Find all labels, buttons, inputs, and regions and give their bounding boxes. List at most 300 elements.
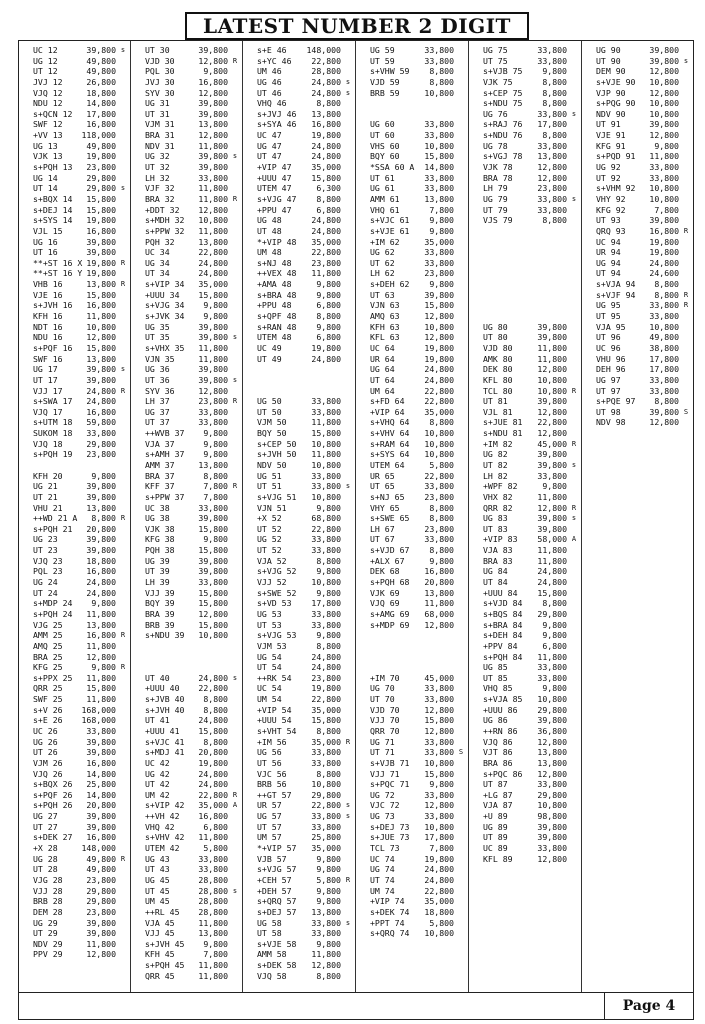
plate-number: VHU 21 [33,502,63,513]
list-item [243,492,355,503]
list-item [243,215,355,226]
price: 11,800 [311,417,341,428]
list-item [243,641,355,652]
plate-number: s+QRQ 74 [370,928,410,939]
price: 12,800 [537,736,567,747]
list-item [19,811,130,822]
price: 22,800 [311,247,341,258]
plate-number: s+VJG 47 [257,193,297,204]
list-item [356,683,468,694]
price: 9,800 [542,619,567,630]
price: 39,800 [537,513,567,524]
price: 24,800 [311,225,341,236]
list-item [243,800,355,811]
list-item [356,141,468,152]
list-item [356,173,468,184]
status-flag: s [232,886,238,895]
list-item [469,226,581,237]
price: 33,800 [311,545,341,556]
list-item [19,726,130,737]
list-item [243,290,355,301]
list-item [243,98,355,109]
price: 33,800 [311,406,341,417]
column-2 [131,41,243,993]
price: 9,800 [316,566,341,577]
list-item [243,907,355,918]
plate-number: UC 89 [483,843,508,854]
page-title: LATEST NUMBER 2 DIGIT [185,12,529,40]
list-item [469,237,581,248]
price: 14,800 [86,768,116,779]
plate-number: UT 43 [145,864,170,875]
plate-number: +PPU 47 [257,204,292,215]
list-item [19,151,130,162]
list-item [356,832,468,843]
list-item [19,503,130,514]
plate-number: s+RAN 48 [257,321,297,332]
plate-number: VJQ 86 [483,736,513,747]
plate-number: s+CEP 50 [257,438,297,449]
list-item [19,683,130,694]
price: 11,800 [537,555,567,566]
list-item [131,737,242,748]
price: 8,800 [316,311,341,322]
price: 22,800 [198,683,228,694]
plate-number: BRB 59 [370,87,400,98]
plate-number: UG 53 [257,608,282,619]
plate-number: UG 37 [145,406,170,417]
price: 8,800 [542,598,567,609]
list-item [582,300,693,311]
price: 10,800 [424,449,454,460]
plate-number: s+VD 53 [257,598,292,609]
price: 9,800 [429,779,454,790]
plate-number: UT 84 [483,577,508,588]
plate-number: s+QPF 48 [257,311,297,322]
price: 9,800 [316,630,341,641]
price: 29,800 [537,789,567,800]
list-item [469,449,581,460]
list-item [356,481,468,492]
price: 68,000 [424,608,454,619]
list-item [19,343,130,354]
price: 33,800 [311,928,341,939]
list-item [582,119,693,130]
list-item [131,151,242,162]
list-item [243,183,355,194]
plate-number: BRA 31 [145,130,175,141]
plate-number: UC 38 [145,502,170,513]
plate-number: VJQ 23 [33,555,63,566]
plate-number: +U 89 [483,811,508,822]
price: 22,800 [424,470,454,481]
price: 10,800 [198,215,228,226]
list-item [243,556,355,567]
plate-number: AMM 25 [33,630,63,641]
plate-number: KFL 63 [370,332,400,343]
price: 12,800 [649,87,679,98]
list-item [19,758,130,769]
plate-number: s+JVH 50 [257,449,297,460]
price: 9,800 [203,428,228,439]
price: 39,800 [198,513,228,524]
plate-number: s+NDU 81 [483,428,523,439]
plate-number: UG 24 [33,577,58,588]
list-item [19,620,130,631]
list-item [356,577,468,588]
price: 19,800 [86,151,116,162]
list-item [469,428,581,439]
list-item [582,375,693,386]
status-flag: R [232,194,238,203]
list-item [243,417,355,428]
list-item [469,375,581,386]
price: 33,800 [424,534,454,545]
price: 8,800 [316,555,341,566]
plate-number: VJG 28 [33,874,63,885]
plate-number: AMM 61 [370,193,400,204]
list-item [356,769,468,780]
plate-number: +IM 56 [257,736,287,747]
plate-number: UC 49 [257,342,282,353]
plate-number: s+JUE 73 [370,832,410,843]
price: 33,800 [649,172,679,183]
plate-number: KFL 89 [483,853,513,864]
price: 15,800 [311,428,341,439]
price: 29,800 [86,172,116,183]
price: 168,000 [81,715,116,726]
plate-number: UG 76 [483,108,508,119]
plate-number: VJN 35 [145,353,175,364]
price: 6,800 [542,640,567,651]
list-item [243,311,355,322]
price: 29,800 [86,885,116,896]
price: 12,800 [424,332,454,343]
plate-number: +PPV 84 [483,640,518,651]
plate-number: LH 82 [483,470,508,481]
plate-number: NDV 29 [33,938,63,949]
list-item [243,322,355,333]
list-item [19,694,130,705]
price: 23,800 [86,874,116,885]
price: 59,800 [86,417,116,428]
plate-number: s+VJG 52 [257,566,297,577]
price: 35,000 [311,704,341,715]
list-item [469,45,581,56]
price: 6,800 [316,332,341,343]
plate-number: UT 26 [33,747,58,758]
status-flag: R [120,854,126,863]
list-item [131,918,242,929]
status-flag: s [345,77,351,86]
plate-number: VHQ 85 [483,683,513,694]
list-item [243,854,355,865]
price: 33,800 [424,683,454,694]
plate-number: UG 84 [483,566,508,577]
plate-number: UT 59 [370,55,395,66]
list-item [582,247,693,258]
price: 23,800 [86,162,116,173]
column-6 [582,41,693,993]
plate-number: **+ST 16 X [33,257,83,268]
plate-number: s+SYS 64 [370,449,410,460]
list-item [469,119,581,130]
plate-number: UG 21 [33,481,58,492]
price: 19,800 [86,268,116,279]
price: 18,800 [424,906,454,917]
price: 8,800 [91,513,116,524]
list-item [19,641,130,652]
list-item [243,173,355,184]
plate-number: s+PQH 24 [33,608,73,619]
plate-number: VHU 96 [596,353,626,364]
list-item [469,439,581,450]
price: 15,800 [198,619,228,630]
plate-number: UT 36 [145,374,170,385]
plate-number: NDV 31 [145,140,175,151]
price: 11,800 [649,151,679,162]
plate-number: VJN 51 [257,502,287,513]
price: 35,000 [424,406,454,417]
list-item [131,545,242,556]
plate-number: VJK 13 [33,151,63,162]
price: 39,800 [198,566,228,577]
plate-number: SWF 12 [33,119,63,130]
plate-number: s+AMH 37 [145,449,185,460]
list-item [243,769,355,780]
price: 33,800 [424,130,454,141]
list-item [131,396,242,407]
plate-number: VJA 83 [483,545,513,556]
list-item [131,832,242,843]
list-item [356,779,468,790]
list-item [356,183,468,194]
list-item [131,683,242,694]
list-item [356,396,468,407]
plate-number: s+NDU 75 [483,98,523,109]
list-item [469,524,581,535]
list-item [19,609,130,620]
plate-number: UG 26 [33,736,58,747]
plate-number: s+V 26 [33,704,63,715]
list-item [243,960,355,971]
plate-number: AMK 80 [483,353,513,364]
plate-number: +DDT 32 [145,204,180,215]
list-item [19,268,130,279]
list-item [469,205,581,216]
price: 39,800 [198,45,228,55]
list-item [356,279,468,290]
list-item [356,258,468,269]
list-item [243,694,355,705]
plate-number: UT 64 [370,374,395,385]
price: 20,800 [86,800,116,811]
price: 15,800 [198,587,228,598]
plate-number: AMQ 63 [370,311,400,322]
status-flag: s [120,184,126,193]
list-item [131,620,242,631]
list-item [582,407,693,418]
plate-number: s+JVJ 46 [257,108,297,119]
list-item [243,513,355,524]
list-item [131,481,242,492]
plate-number: s+DEK 74 [370,906,410,917]
plate-number: s+DEJ 14 [33,204,73,215]
list-item [356,790,468,801]
plate-number: PPV 29 [33,949,63,960]
status-flag: s [345,482,351,491]
plate-number: s+SYS 14 [33,215,73,226]
list-item [131,524,242,535]
plate-number: PQL 30 [145,66,175,77]
list-item [243,109,355,120]
plate-number: BQY 50 [257,428,287,439]
list-item [243,790,355,801]
price: 39,800 [86,736,116,747]
plate-number: UG 86 [483,715,508,726]
plate-number: UC 64 [370,342,395,353]
price: 12,800 [424,726,454,736]
price: 8,800 [654,396,679,407]
list-item [469,726,581,737]
price: 33,800 [311,821,341,832]
plate-number: QRR 45 [145,970,175,981]
list-item [19,737,130,748]
list-item [243,45,355,56]
price: 49,800 [649,332,679,343]
plate-number: VJQ 17 [33,406,63,417]
list-item [582,183,693,194]
plate-number: VJM 53 [257,640,287,651]
list-item [356,194,468,205]
list-item [582,215,693,226]
list-item [356,896,468,907]
list-item [243,886,355,897]
list-item [19,290,130,301]
price: 16,800 [86,300,116,311]
plate-number: UT 51 [257,481,282,492]
price: 19,800 [86,215,116,226]
list-item [19,481,130,492]
plate-number: DEM 28 [33,906,63,917]
list-item [131,119,242,130]
plate-number: UR 57 [257,800,282,811]
plate-number: KFH 63 [370,321,400,332]
plate-number: UT 63 [370,289,395,300]
list-item [131,769,242,780]
price: 9,800 [203,66,228,77]
price: 10,800 [649,321,679,332]
list-item [469,268,581,279]
list-item [356,364,468,375]
price: 39,800 [649,119,679,130]
plate-number: +WPF 82 [483,481,518,492]
price: 98,800 [537,811,567,822]
price: 23,800 [424,523,454,534]
plate-number: +ALX 67 [370,555,405,566]
list-item [19,322,130,333]
price: 36,800 [537,726,567,736]
list-item [243,896,355,907]
list-item [243,832,355,843]
list-item [469,290,581,301]
price: 24,800 [311,215,341,226]
plate-number: UG 47 [257,140,282,151]
status-flag: s [232,375,238,384]
list-item [356,45,468,56]
plate-number: s+VJA 85 [483,694,523,705]
price: 18,800 [86,555,116,566]
price: 8,800 [429,417,454,428]
list-item [582,322,693,333]
list-item [469,247,581,258]
list-item [469,386,581,397]
price: 39,800 [86,811,116,822]
plate-number: s+PQH 68 [370,577,410,588]
list-item [356,439,468,450]
price: 9,800 [203,311,228,322]
list-item [469,758,581,769]
list-item [582,151,693,162]
list-item [243,151,355,162]
plate-number: UM 46 [257,66,282,77]
status-flag: s [120,365,126,374]
price: 12,800 [198,385,228,396]
price: 5,800 [429,917,454,928]
plate-number: UG 38 [145,513,170,524]
price: 20,800 [424,577,454,588]
price: 13,800 [86,502,116,513]
list-item [243,449,355,460]
plate-number: UT 79 [483,204,508,215]
list-item [582,332,693,343]
price: 6,800 [316,300,341,311]
plate-number: s+DEK 58 [257,960,297,971]
price: 33,800 [424,694,454,705]
price: 24,800 [311,662,341,673]
plate-number: ++VH 42 [145,811,180,822]
price: 13,800 [424,587,454,598]
price: 35,000 [311,736,341,747]
list-item [19,534,130,545]
list-item [582,396,693,407]
plate-number: s+MDP 69 [370,619,410,630]
plate-number: UT 30 [145,45,170,55]
list-item [243,162,355,173]
price: 20,800 [198,747,228,758]
price: 16,800 [86,119,116,130]
list-item [243,141,355,152]
status-flag: s [571,194,577,203]
price-list-grid [18,40,694,992]
plate-number: s+PQH 84 [483,651,523,662]
price: 49,800 [86,853,116,864]
price: 148,000 [81,843,116,854]
price: 11,800 [198,917,228,928]
list-item [19,928,130,939]
list-item [243,683,355,694]
list-item [582,141,693,152]
plate-number: +VIP 83 [483,534,518,545]
list-item [243,577,355,588]
price: 33,800 [311,747,341,758]
list-item [469,790,581,801]
plate-number: VJQ 26 [33,768,63,779]
price: 11,800 [537,651,567,662]
list-item [469,662,581,673]
list-item [19,77,130,88]
price: 12,800 [424,311,454,322]
